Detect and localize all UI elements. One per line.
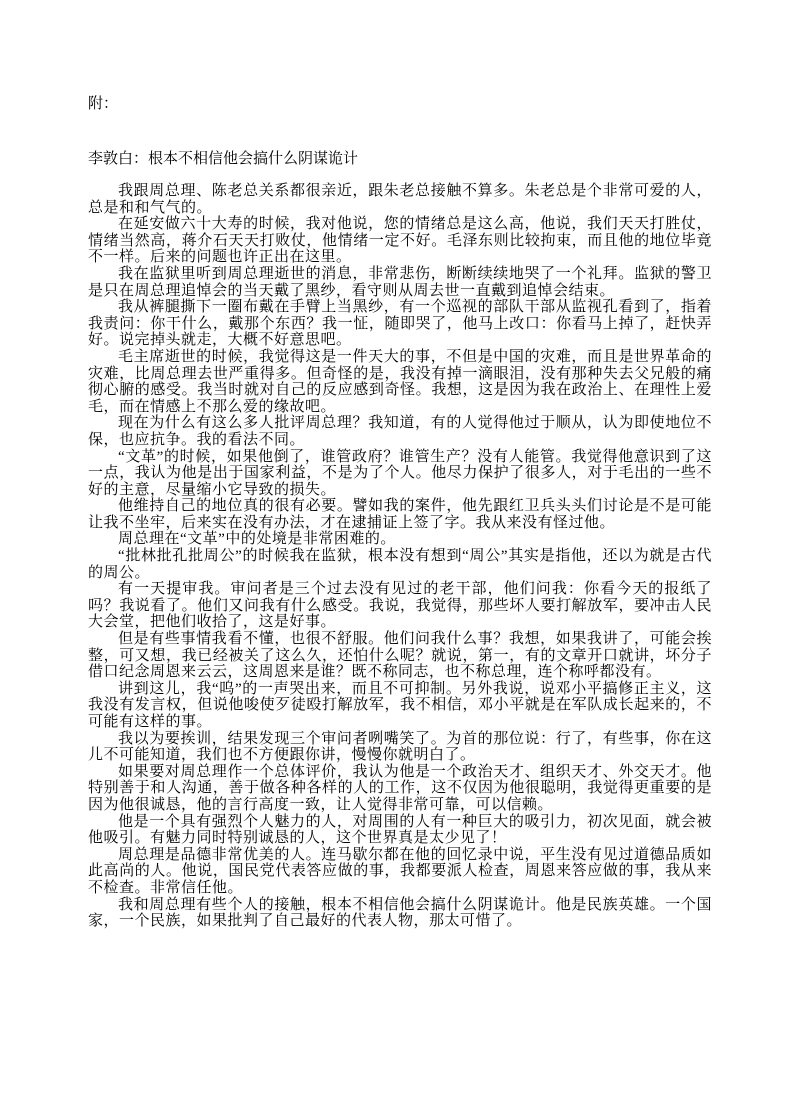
paragraph: 周总理在“文革”中的处境是非常困难的。 (118, 531, 396, 548)
article-body (88, 183, 712, 930)
paragraph: 现在为什么有这么多人批评周总理？我知道，有的人觉得他过于顺从，认为即使地位不保，也应抗争。我的看法不同。 (88, 415, 712, 448)
paragraph: 在延安做六十大寿的时候，我对他说，您的情绪总是这么高，他说，我们天天打胜仗，情绪当然高，蒋介石天天打败仗，他情绪一定不好。毛泽东则比较拘束，而且他的地位毕竟不一样。后来的问题也许正出在这里。 (88, 216, 712, 266)
paragraph: 他是一个具有强烈个人魅力的人，对周围的人有一种巨大的吸引力，初次见面，就会被他吸引。有魅力同时特别诚恳的人，这个世界真是太少见了！ (88, 813, 712, 847)
paragraph: 有一天提审我。审问者是三个过去没有见过的老干部，他们问我：你看今天的报纸了吗？我说看了。他们又问我有什么感受。我说，我觉得，那些坏人要打解放军，要冲击人民大会堂，把他们收拾了，这是好事。 (88, 581, 712, 631)
paragraph: 但是有些事情我看不懂，也很不舒服。他们问我什么事？我想，如果我讲了，可能会挨整，可又想，我已经被关了这么久，还怕什么呢？就说，第一，有的文章开口就讲，坏分子借口纪念周恩来云云，这周恩来是谁？既不称同志，也不称总理，连个称呼都没有。 (88, 631, 712, 681)
paragraph: 我在监狱里听到周总理逝世的消息，非常悲伤，断断续续地哭了一个礼拜。监狱的警卫是只在周总理追悼会的当天戴了黑纱，看守则从周去世一直戴到追悼会结束。 (88, 265, 712, 299)
paragraph: 讲到这儿，我“呜”的一声哭出来，而且不可抑制。另外我说，说邓小平搞修正主义，这我没有发言权，但说他唆使歹徒殴打解放军，我不相信，邓小平就是在军队成长起来的，不可能有这样的事。 (88, 680, 712, 730)
paragraph: 我和周总理有些个人的接触，根本不相信他会搞什么阴谋诡计。他是民族英雄。一个国家，一个民族，如果批判了自己最好的代表人物，那太可惜了。 (88, 896, 712, 930)
paragraph: 周总理是品德非常优美的人。连马歇尔都在他的回忆录中说，平生没有见过道德品质如此高尚的人。他说，国民党代表答应做的事，我都要派人检查，周恩来答应做的事，我从来不检查。非常信任他。 (88, 846, 712, 896)
attachment-label: 附： (88, 96, 119, 112)
paragraph: 如果要对周总理作一个总体评价，我认为他是一个政治天才、组织天才、外交天才。他特别善于和人沟通，善于做各种各样的人的工作，这不仅因为他很聪明，我觉得更重要的是因为他很诚恳，他的言行高度一致，让人觉得非常可靠，可以信赖。 (88, 763, 712, 813)
paragraph: “批林批孔批周公”的时候我在监狱，根本没有想到“周公”其实是指他，还以为就是古代的周公。 (88, 548, 712, 581)
paragraph: 我跟周总理、陈老总关系都很亲近，跟朱老总接触不算多。朱老总是个非常可爱的人，总是和和气气的。 (88, 183, 712, 216)
paragraph: 毛主席逝世的时候，我觉得这是一件天大的事，不但是中国的灾难，而且是世界革命的灾难，比周总理去世严重得多。但奇怪的是，我没有掉一滴眼泪，没有那种失去父兄般的痛彻心腑的感受。我当时就对自己的反应感到奇怪。我想，这是因为我在政治上、在理性上爱毛，而在情感上不那么爱的缘故吧。 (88, 348, 712, 415)
paragraph: 我从裤腿撕下一圈布戴在手臂上当黑纱，有一个巡视的部队干部从监视孔看到了，指着我责问：你干什么，戴那个东西？我一怔，随即哭了，他马上改口：你看马上掉了，赶快弄好。说完掉头就走，大概不好意思吧。 (88, 299, 712, 349)
paragraph: “文革”的时候，如果他倒了，谁管政府？谁管生产？没有人能管。我觉得他意识到了这一点，我认为他是出于国家利益，不是为了个人。他尽力保护了很多人，对于毛出的一些不好的主意，尽量缩小它导致的损失。 (88, 448, 712, 498)
article-title: 李敦白：根本不相信他会搞什么阴谋诡计 (88, 151, 359, 167)
paragraph: 他维持自己的地位真的很有必要。譬如我的案件，他先跟红卫兵头头们讨论是不是可能让我不坐牢，后来实在没有办法，才在逮捕证上签了字。我从来没有怪过他。 (88, 498, 712, 531)
paragraph: 我以为要挨训，结果发现三个审问者咧嘴笑了。为首的那位说：行了，有些事，你在这儿不可能知道，我们也不方便跟你讲，慢慢你就明白了。 (88, 730, 712, 764)
